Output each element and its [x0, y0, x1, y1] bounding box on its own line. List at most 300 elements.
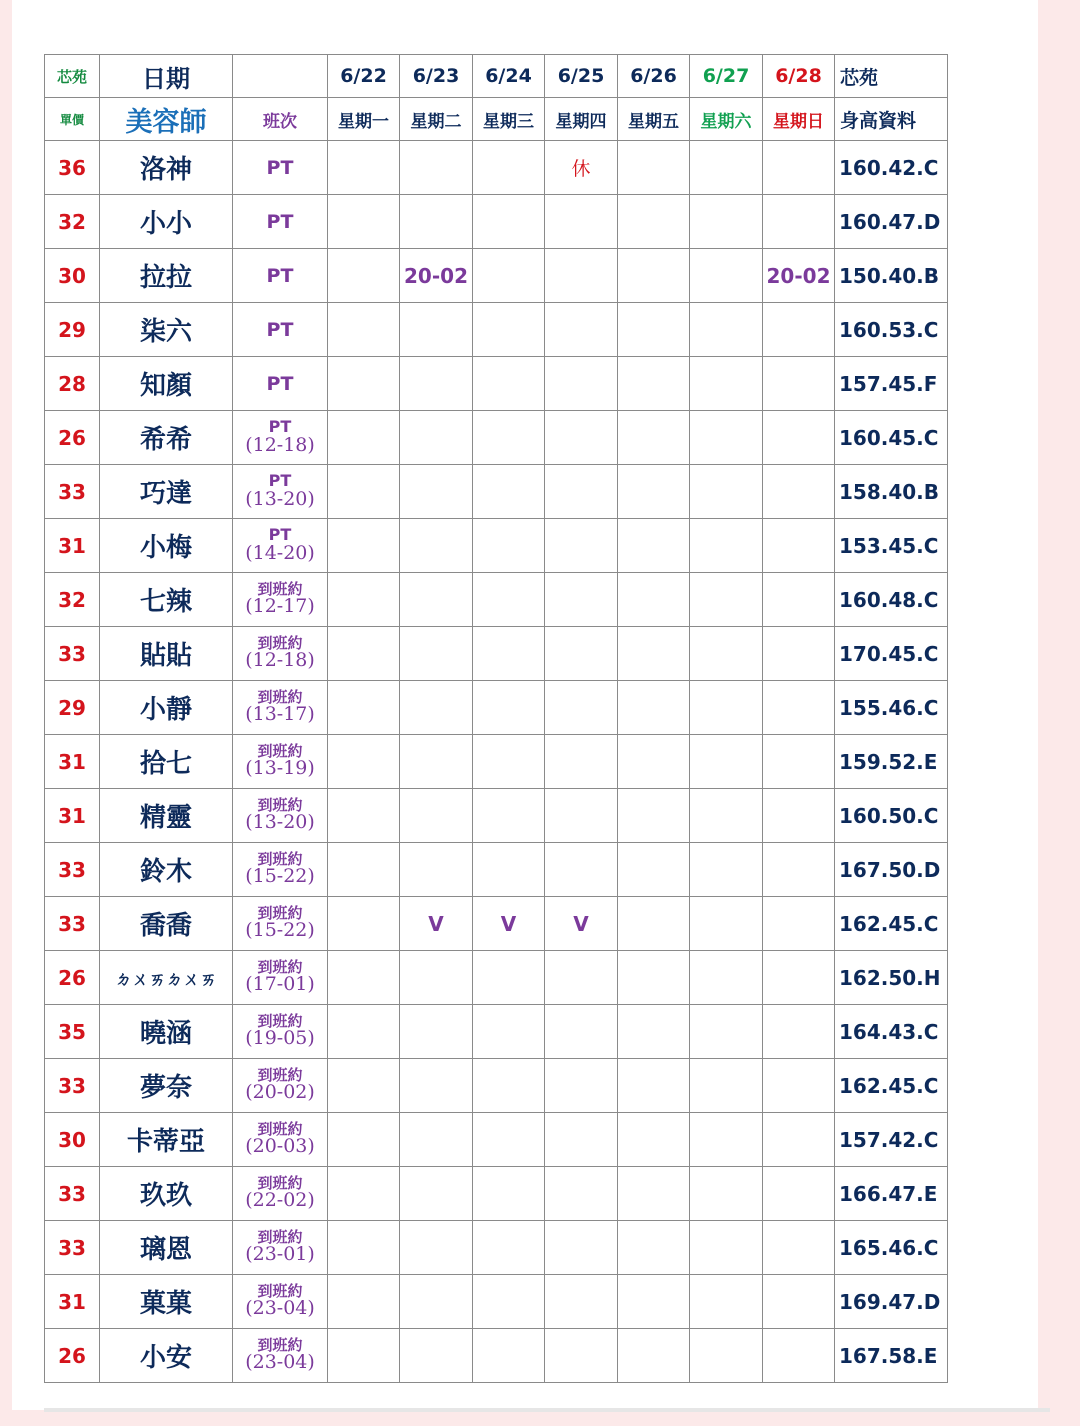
- day-cell: [473, 951, 545, 1005]
- beautician-name: 喬喬: [100, 897, 233, 951]
- day-cell: [545, 303, 618, 357]
- day-cell: 20-02: [763, 249, 835, 303]
- shift-cell: [233, 1275, 328, 1329]
- date-6-24: 6/24: [473, 55, 545, 98]
- shift-time: (13-17): [245, 703, 315, 726]
- profile-cell: 160.47.D: [835, 195, 948, 249]
- table-row: [45, 1005, 948, 1059]
- price-cell: 29: [45, 681, 100, 735]
- profile-cell: 158.40.B: [835, 465, 948, 519]
- day-cell: [473, 303, 545, 357]
- beautician-name: 鈴木: [100, 843, 233, 897]
- shift-cell: [233, 1005, 328, 1059]
- table-row: [45, 573, 948, 627]
- day-cell: 20-02: [400, 249, 473, 303]
- shift-cell: [233, 573, 328, 627]
- beautician-name: 璃恩: [100, 1221, 233, 1275]
- beautician-name: ㄉㄨㄞㄉㄨㄞ: [100, 951, 233, 1005]
- beautician-name: 希希: [100, 411, 233, 465]
- price-header: 單價: [45, 98, 100, 141]
- day-cell: [690, 141, 763, 195]
- profile-cell: 160.53.C: [835, 303, 948, 357]
- profile-cell: 167.58.E: [835, 1329, 948, 1383]
- price-cell: 33: [45, 1059, 100, 1113]
- day-cell: [690, 1329, 763, 1383]
- day-cell: [763, 303, 835, 357]
- table-row: [45, 1329, 948, 1383]
- beautician-name: 玖玖: [100, 1167, 233, 1221]
- day-cell: [328, 1113, 400, 1167]
- day-cell: [328, 897, 400, 951]
- day-cell: [690, 1275, 763, 1329]
- day-cell: [690, 843, 763, 897]
- table-row: [45, 789, 948, 843]
- day-cell: [763, 465, 835, 519]
- day-cell: [690, 303, 763, 357]
- table-row: [45, 357, 948, 411]
- date-6-26: 6/26: [618, 55, 690, 98]
- day-cell: [690, 573, 763, 627]
- day-cell: [400, 951, 473, 1005]
- shift-header: 班次: [233, 98, 328, 141]
- day-cell: [618, 681, 690, 735]
- shift-cell: PT: [233, 357, 328, 411]
- shift-cell: [233, 1329, 328, 1383]
- day-cell: [618, 1221, 690, 1275]
- day-cell: [328, 573, 400, 627]
- day-cell: [618, 411, 690, 465]
- weekday-wed: 星期三: [473, 98, 545, 141]
- shift-type: 到班約: [257, 1335, 303, 1354]
- day-cell: [400, 195, 473, 249]
- profile-header: 身高資料: [835, 98, 948, 141]
- day-cell: [473, 1005, 545, 1059]
- shift-type: PT: [268, 471, 292, 491]
- day-cell: [545, 843, 618, 897]
- day-cell: [473, 789, 545, 843]
- shift-cell: [233, 681, 328, 735]
- day-cell: [328, 519, 400, 573]
- table-row: [45, 519, 948, 573]
- beautician-name: 小靜: [100, 681, 233, 735]
- day-cell: [400, 1059, 473, 1113]
- shift-type: 到班約: [257, 1227, 303, 1246]
- profile-cell: 166.47.E: [835, 1167, 948, 1221]
- shift-type: 到班約: [257, 1065, 303, 1084]
- day-cell: [690, 1167, 763, 1221]
- price-cell: 31: [45, 735, 100, 789]
- day-cell: V: [545, 897, 618, 951]
- beautician-name: 卡蒂亞: [100, 1113, 233, 1167]
- day-cell: [690, 1221, 763, 1275]
- date-6-25: 6/25: [545, 55, 618, 98]
- brand-right-label: 芯苑: [835, 55, 948, 98]
- beautician-name: 知顏: [100, 357, 233, 411]
- shift-time: (13-20): [245, 811, 315, 834]
- shift-cell: [233, 411, 328, 465]
- profile-cell: 157.42.C: [835, 1113, 948, 1167]
- day-cell: [473, 357, 545, 411]
- day-cell: [690, 735, 763, 789]
- day-cell: [545, 1005, 618, 1059]
- table-row: [45, 627, 948, 681]
- beautician-name: 小安: [100, 1329, 233, 1383]
- day-cell: [763, 951, 835, 1005]
- day-cell: [328, 303, 400, 357]
- day-cell: [763, 627, 835, 681]
- beautician-name: 拉拉: [100, 249, 233, 303]
- day-cell: [763, 573, 835, 627]
- price-cell: 32: [45, 573, 100, 627]
- beautician-header: 美容師: [100, 98, 233, 141]
- day-cell: [400, 1329, 473, 1383]
- price-cell: 31: [45, 519, 100, 573]
- weekday-sun: 星期日: [763, 98, 835, 141]
- day-cell: [763, 789, 835, 843]
- table-row: [45, 843, 948, 897]
- day-cell: [545, 249, 618, 303]
- day-cell: [473, 411, 545, 465]
- shift-cell: [233, 1221, 328, 1275]
- day-cell: [473, 1221, 545, 1275]
- day-cell: [690, 1113, 763, 1167]
- day-cell: [400, 1167, 473, 1221]
- day-cell: [690, 465, 763, 519]
- table-row: [45, 303, 948, 357]
- table-row: [45, 951, 948, 1005]
- day-cell: [473, 735, 545, 789]
- shift-time: (17-01): [245, 973, 315, 996]
- price-cell: 33: [45, 465, 100, 519]
- shift-type: 到班約: [257, 579, 303, 598]
- day-cell: [618, 1329, 690, 1383]
- day-cell: [545, 681, 618, 735]
- day-cell: [328, 627, 400, 681]
- shift-type: 到班約: [257, 1281, 303, 1300]
- shift-type: 到班約: [257, 903, 303, 922]
- shift-cell: [233, 465, 328, 519]
- shift-type: PT: [268, 417, 292, 437]
- day-cell: [690, 195, 763, 249]
- shift-time: (19-05): [245, 1027, 315, 1050]
- day-cell: [618, 573, 690, 627]
- table-row: [45, 681, 948, 735]
- table-row: [45, 195, 948, 249]
- day-cell: [473, 1113, 545, 1167]
- shift-type: 到班約: [257, 687, 303, 706]
- shift-cell: [233, 1113, 328, 1167]
- day-cell: [400, 627, 473, 681]
- day-cell: [618, 465, 690, 519]
- table-row: [45, 1221, 948, 1275]
- day-cell: [473, 519, 545, 573]
- page-bottom-edge: [44, 1408, 1050, 1412]
- day-cell: [545, 357, 618, 411]
- profile-cell: 162.45.C: [835, 897, 948, 951]
- day-cell: [690, 1059, 763, 1113]
- day-cell: [618, 1005, 690, 1059]
- day-cell: [328, 249, 400, 303]
- day-cell: [763, 357, 835, 411]
- table-row: [45, 141, 948, 195]
- shift-type: 到班約: [257, 633, 303, 652]
- price-cell: 33: [45, 627, 100, 681]
- day-cell: [545, 627, 618, 681]
- day-cell: [763, 1275, 835, 1329]
- day-cell: [400, 681, 473, 735]
- shift-cell: [233, 951, 328, 1005]
- weekday-tue: 星期二: [400, 98, 473, 141]
- day-cell: [328, 1059, 400, 1113]
- day-cell: [473, 249, 545, 303]
- day-cell: [473, 465, 545, 519]
- price-cell: 31: [45, 1275, 100, 1329]
- day-cell: [690, 681, 763, 735]
- shift-cell: [233, 1167, 328, 1221]
- day-cell: [763, 681, 835, 735]
- shift-cell: PT: [233, 303, 328, 357]
- date-label: 日期: [100, 55, 233, 98]
- shift-time: (14-20): [245, 541, 315, 564]
- day-cell: [545, 1329, 618, 1383]
- price-cell: 26: [45, 1329, 100, 1383]
- day-cell: [763, 1113, 835, 1167]
- shift-type: 到班約: [257, 1173, 303, 1192]
- day-cell: [473, 573, 545, 627]
- day-cell: V: [473, 897, 545, 951]
- header-row-weekdays: [45, 98, 948, 141]
- day-cell: [545, 735, 618, 789]
- day-cell: V: [400, 897, 473, 951]
- day-cell: [763, 141, 835, 195]
- day-cell: [328, 1005, 400, 1059]
- price-cell: 30: [45, 249, 100, 303]
- beautician-name: 曉涵: [100, 1005, 233, 1059]
- roster-table: [44, 54, 948, 1383]
- day-cell: [763, 1005, 835, 1059]
- day-cell: [545, 411, 618, 465]
- profile-cell: 159.52.E: [835, 735, 948, 789]
- day-cell: [690, 897, 763, 951]
- profile-cell: 150.40.B: [835, 249, 948, 303]
- day-cell: [328, 411, 400, 465]
- profile-cell: 160.48.C: [835, 573, 948, 627]
- table-row: [45, 249, 948, 303]
- price-cell: 36: [45, 141, 100, 195]
- shift-time: (22-02): [245, 1189, 315, 1212]
- shift-cell: [233, 519, 328, 573]
- day-cell: [690, 519, 763, 573]
- date-6-22: 6/22: [328, 55, 400, 98]
- day-cell: [545, 1221, 618, 1275]
- day-cell: [545, 789, 618, 843]
- shift-time: (20-03): [245, 1135, 315, 1158]
- shift-time: (12-18): [245, 649, 315, 672]
- day-cell: [763, 1167, 835, 1221]
- weekday-mon: 星期一: [328, 98, 400, 141]
- day-cell: [328, 465, 400, 519]
- shift-time: (20-02): [245, 1081, 315, 1104]
- table-row: [45, 897, 948, 951]
- header-blank-cell: [233, 55, 328, 98]
- day-cell: [545, 1167, 618, 1221]
- day-cell: [473, 1167, 545, 1221]
- day-cell: [763, 1221, 835, 1275]
- shift-cell: [233, 735, 328, 789]
- day-cell: [400, 843, 473, 897]
- shift-cell: [233, 897, 328, 951]
- profile-cell: 160.42.C: [835, 141, 948, 195]
- shift-time: (23-04): [245, 1351, 315, 1374]
- day-cell: [400, 789, 473, 843]
- header-row-dates: [45, 55, 948, 98]
- beautician-name: 貼貼: [100, 627, 233, 681]
- day-cell: [545, 1059, 618, 1113]
- shift-type: 到班約: [257, 1119, 303, 1138]
- profile-cell: 167.50.D: [835, 843, 948, 897]
- day-cell: [400, 465, 473, 519]
- profile-cell: 162.50.H: [835, 951, 948, 1005]
- price-cell: 33: [45, 843, 100, 897]
- day-cell: [473, 627, 545, 681]
- day-cell: [618, 195, 690, 249]
- day-cell: [618, 141, 690, 195]
- price-cell: 26: [45, 951, 100, 1005]
- day-cell: [545, 573, 618, 627]
- profile-cell: 157.45.F: [835, 357, 948, 411]
- day-cell: [763, 411, 835, 465]
- day-cell: [328, 843, 400, 897]
- day-cell: [618, 951, 690, 1005]
- day-cell: [328, 195, 400, 249]
- day-cell: [328, 1329, 400, 1383]
- day-cell: [618, 627, 690, 681]
- profile-cell: 164.43.C: [835, 1005, 948, 1059]
- profile-cell: 155.46.C: [835, 681, 948, 735]
- day-cell: [690, 411, 763, 465]
- day-cell: [473, 681, 545, 735]
- shift-cell: PT: [233, 249, 328, 303]
- table-row: [45, 1167, 948, 1221]
- price-cell: 30: [45, 1113, 100, 1167]
- day-cell: [400, 411, 473, 465]
- day-cell: [690, 249, 763, 303]
- price-cell: 33: [45, 1221, 100, 1275]
- day-cell: [473, 195, 545, 249]
- day-cell: [328, 681, 400, 735]
- day-cell: [763, 897, 835, 951]
- day-cell: [618, 789, 690, 843]
- day-cell: [618, 1059, 690, 1113]
- day-cell: [328, 951, 400, 1005]
- brand-left-label: 芯苑: [45, 55, 100, 98]
- shift-type: 到班約: [257, 957, 303, 976]
- day-cell: [473, 1329, 545, 1383]
- day-cell: [690, 627, 763, 681]
- beautician-name: 洛神: [100, 141, 233, 195]
- schedule-sheet: [12, 0, 1038, 1410]
- weekday-thu: 星期四: [545, 98, 618, 141]
- day-cell: [328, 1221, 400, 1275]
- profile-cell: 160.50.C: [835, 789, 948, 843]
- day-cell: [400, 1113, 473, 1167]
- beautician-name: 小梅: [100, 519, 233, 573]
- day-cell: [618, 519, 690, 573]
- date-6-23: 6/23: [400, 55, 473, 98]
- profile-cell: 170.45.C: [835, 627, 948, 681]
- day-cell: [690, 1005, 763, 1059]
- beautician-name: 小小: [100, 195, 233, 249]
- shift-cell: [233, 627, 328, 681]
- day-cell: [618, 1113, 690, 1167]
- date-6-28: 6/28: [763, 55, 835, 98]
- price-cell: 32: [45, 195, 100, 249]
- shift-cell: PT: [233, 141, 328, 195]
- day-cell: [473, 141, 545, 195]
- day-cell: [763, 1059, 835, 1113]
- price-cell: 35: [45, 1005, 100, 1059]
- day-cell: [473, 1275, 545, 1329]
- day-cell: [328, 789, 400, 843]
- table-row: [45, 735, 948, 789]
- shift-type: 到班約: [257, 741, 303, 760]
- table-row: [45, 1059, 948, 1113]
- beautician-name: 菓菓: [100, 1275, 233, 1329]
- day-cell: [328, 1275, 400, 1329]
- profile-cell: 165.46.C: [835, 1221, 948, 1275]
- price-cell: 29: [45, 303, 100, 357]
- weekday-fri: 星期五: [618, 98, 690, 141]
- price-cell: 28: [45, 357, 100, 411]
- day-cell: [545, 1113, 618, 1167]
- shift-type: 到班約: [257, 1011, 303, 1030]
- day-cell: [400, 1005, 473, 1059]
- day-cell: [618, 735, 690, 789]
- day-cell: [400, 519, 473, 573]
- day-cell: [763, 519, 835, 573]
- price-cell: 26: [45, 411, 100, 465]
- day-cell: [328, 735, 400, 789]
- day-cell: [328, 141, 400, 195]
- profile-cell: 169.47.D: [835, 1275, 948, 1329]
- day-cell: [618, 1275, 690, 1329]
- profile-cell: 160.45.C: [835, 411, 948, 465]
- price-cell: 31: [45, 789, 100, 843]
- day-cell: [618, 843, 690, 897]
- day-cell: [545, 465, 618, 519]
- day-cell: [400, 1275, 473, 1329]
- beautician-name: 拾七: [100, 735, 233, 789]
- day-cell: [618, 897, 690, 951]
- beautician-name: 巧達: [100, 465, 233, 519]
- day-cell: [763, 1329, 835, 1383]
- day-cell: 休: [545, 141, 618, 195]
- shift-time: (13-19): [245, 757, 315, 780]
- beautician-name: 七辣: [100, 573, 233, 627]
- beautician-name: 精靈: [100, 789, 233, 843]
- day-cell: [618, 357, 690, 411]
- shift-time: (15-22): [245, 919, 315, 942]
- shift-time: (12-18): [245, 433, 315, 456]
- day-cell: [328, 1167, 400, 1221]
- price-cell: 33: [45, 1167, 100, 1221]
- day-cell: [400, 1221, 473, 1275]
- day-cell: [618, 303, 690, 357]
- price-cell: 33: [45, 897, 100, 951]
- day-cell: [545, 951, 618, 1005]
- day-cell: [545, 195, 618, 249]
- shift-cell: [233, 789, 328, 843]
